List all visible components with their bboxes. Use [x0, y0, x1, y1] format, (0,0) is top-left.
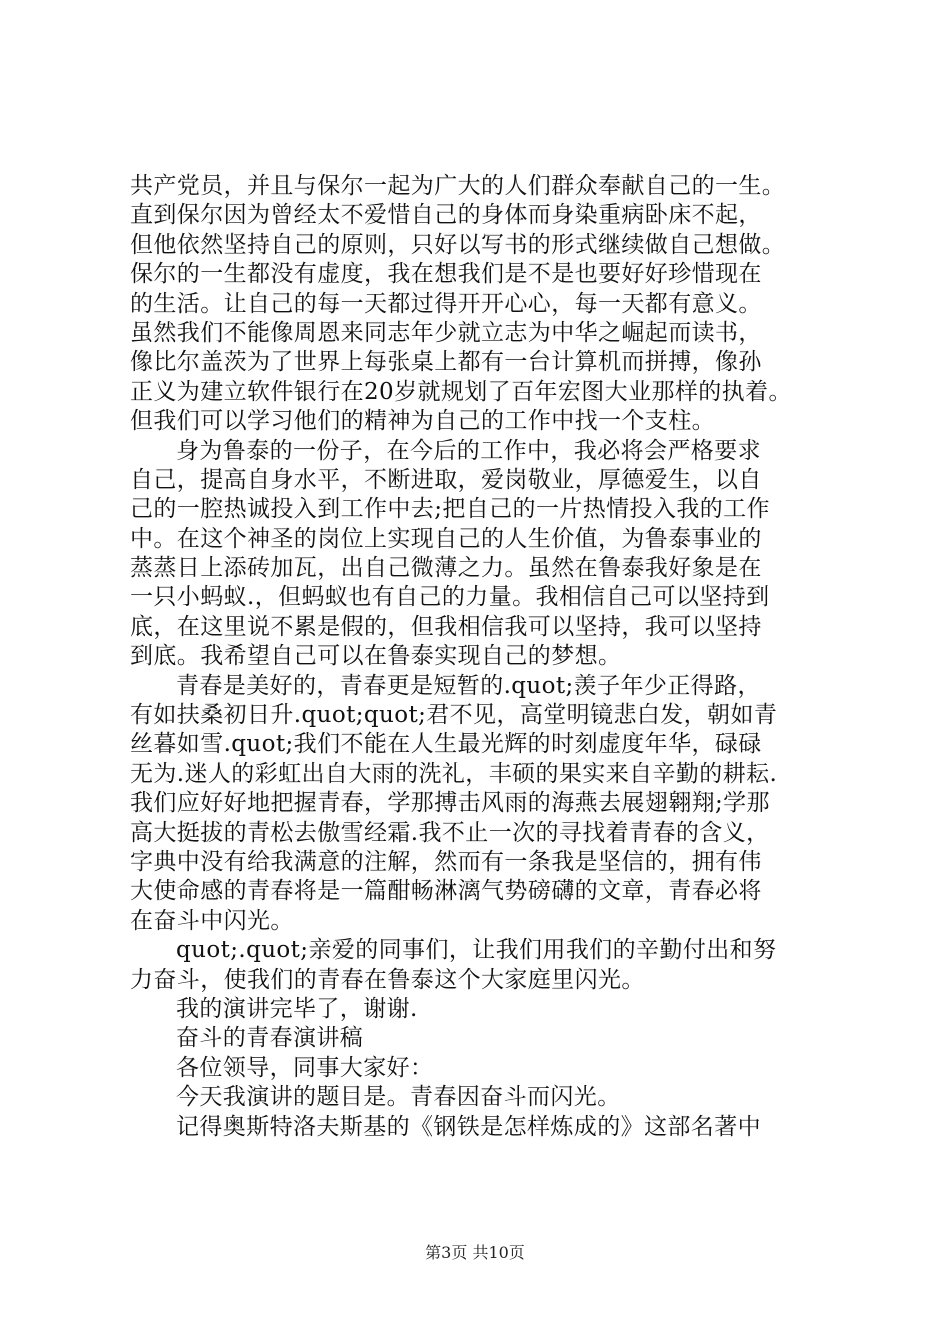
- text-line: 己的一腔热诚投入到工作中去;把自己的一片热情投入我的工作: [130, 496, 770, 523]
- text-line: 力奋斗，使我们的青春在鲁泰这个大家庭里闪光。: [130, 966, 645, 993]
- text-line: 有如扶桑初日升.quot;quot;君不见，高堂明镜悲白发，朝如青: [130, 702, 778, 729]
- text-line: 自己，提高自身水平，不断进取，爱岗敬业，厚德爱生，以自: [130, 466, 762, 493]
- text-line: 的生活。让自己的每一天都过得开开心心，每一天都有意义。: [130, 290, 762, 317]
- text-line: 但我们可以学习他们的精神为自己的工作中找一个支柱。: [130, 408, 715, 435]
- paragraph-start-line: 记得奥斯特洛夫斯基的《钢铁是怎样炼成的》这部名著中: [176, 1113, 761, 1140]
- section-title-line: 奋斗的青春演讲稿: [176, 1025, 364, 1052]
- paragraph-start-line: 身为鲁泰的一份子，在今后的工作中，我必将会严格要求: [176, 437, 761, 464]
- page-number-footer: 第3页 共10页: [425, 1243, 525, 1262]
- text-line: 保尔的一生都没有虚度，我在想我们是不是也要好好珍惜现在: [130, 261, 762, 288]
- text-line: 底，在这里说不累是假的，但我相信我可以坚持，我可以坚持: [130, 613, 762, 640]
- text-line: 字典中没有给我满意的注解，然而有一条我是坚信的，拥有伟: [130, 848, 762, 875]
- paragraph-start-line: 青春是美好的，青春更是短暂的.quot;羡子年少正得路，: [176, 672, 761, 699]
- text-line: 一只小蚂蚁.，但蚂蚁也有自己的力量。我相信自己可以坚持到: [130, 584, 770, 611]
- text-line: 丝暮如雪.quot;我们不能在人生最光辉的时刻虚度年华，碌碌: [130, 731, 762, 758]
- text-line: 直到保尔因为曾经太不爱惜自己的身体而身染重病卧床不起，: [130, 202, 762, 229]
- paragraph-start-line: 今天我演讲的题目是。青春因奋斗而闪光。: [176, 1084, 621, 1111]
- text-line: 共产党员，并且与保尔一起为广大的人们群众奉献自己的一生。: [130, 173, 786, 199]
- text-line: 正义为建立软件银行在20岁就规划了百年宏图大业那样的执着。: [130, 378, 792, 405]
- paragraph-start-line: quot;.quot;亲爱的同事们，让我们用我们的辛勤付出和努: [176, 937, 777, 964]
- text-line: 虽然我们不能像周恩来同志年少就立志为中华之崛起而读书，: [130, 319, 762, 346]
- text-line: 无为.迷人的彩虹出自大雨的洗礼，丰硕的果实来自辛勤的耕耘.: [130, 760, 778, 787]
- text-line: 中。在这个神圣的岗位上实现自己的人生价值，为鲁泰事业的: [130, 525, 762, 552]
- text-line: 到底。我希望自己可以在鲁泰实现自己的梦想。: [130, 643, 622, 670]
- text-line: 像比尔盖茨为了世界上每张桌上都有一台计算机而拼搏，像孙: [130, 349, 762, 376]
- text-line: 高大挺拔的青松去傲雪经霜.我不止一次的寻找着青春的含义，: [130, 819, 770, 846]
- text-line: 蒸蒸日上添砖加瓦，出自己微薄之力。虽然在鲁泰我好象是在: [130, 555, 762, 582]
- text-line: 我们应好好地把握青春，学那搏击风雨的海燕去展翅翱翔;学那: [130, 790, 770, 817]
- text-line: 但他依然坚持自己的原则，只好以写书的形式继续做自己想做。: [130, 231, 786, 258]
- text-line: 在奋斗中闪光。: [130, 907, 294, 934]
- paragraph-start-line: 我的演讲完毕了，谢谢.: [176, 995, 418, 1022]
- greeting-line: 各位领导，同事大家好：: [176, 1054, 434, 1081]
- document-body: [130, 172, 850, 1142]
- text-line: 大使命感的青春将是一篇酣畅淋漓气势磅礴的文章，青春必将: [130, 878, 762, 905]
